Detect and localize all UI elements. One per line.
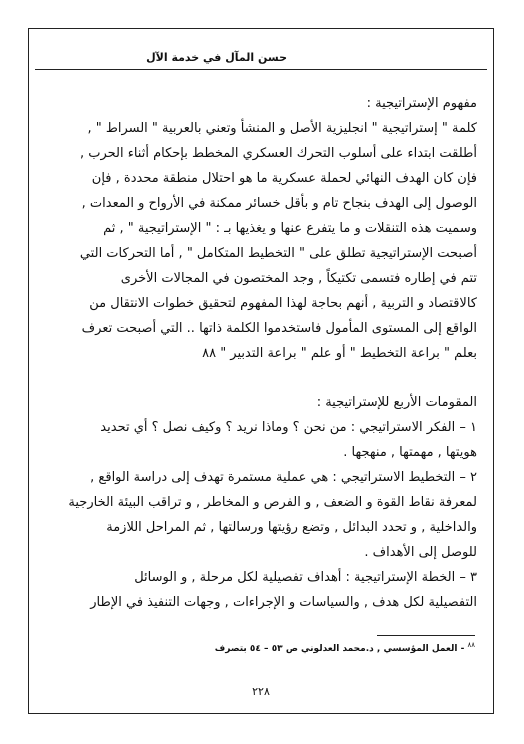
text-line: وسميت هذه التنقلات و ما يتفرع عنها و يغذيها بـ : " الإستراتيجية " , ثم xyxy=(103,221,477,236)
text-line: أطلقت ابتداء على أسلوب التحرك العسكري المخطط بإحكام أثناء الحرب , xyxy=(79,146,477,161)
text-line: والداخلية , و تحدد البدائل , وتضع رؤيتها ورسالتها , ثم المراحل اللازمة xyxy=(106,520,477,535)
body-text xyxy=(45,91,477,615)
footnote xyxy=(215,641,475,654)
text-line: تتم في إطاره فتسمى تكتيكاً , وجد المختصون في المجالات الأخرى xyxy=(120,271,477,286)
text-line: بعلم " براعة التخطيط " أو علم " براعة التدبير " ٨٨ xyxy=(202,346,477,361)
text-line: التفصيلية لكل هدف , والسياسات و الإجراءات , وجهات التنفيذ في الإطار xyxy=(90,595,477,610)
text-line: هويتها , مهمتها , منهجها . xyxy=(343,445,477,460)
text-line: مفهوم الإستراتيجية : xyxy=(366,96,477,111)
text-line: فإن كان الهدف النهائي لحملة عسكرية ما هو احتلال منطقة محددة , فإن xyxy=(91,171,477,186)
text-line: كلمة " إستراتيجية " انجليزية الأصل و المنشأ وتعني بالعربية " السراط " , xyxy=(87,121,477,136)
page-frame xyxy=(28,28,494,714)
footnote-marker: ٨٨ xyxy=(467,641,475,649)
page-number: ٢٢٨ xyxy=(252,685,270,698)
page-header xyxy=(35,35,487,70)
text-line: أصبحت الإستراتيجية تطلق على " التخطيط المتكامل " , أما التحركات التي xyxy=(79,246,477,261)
section-heading: المقومات الأربع للإستراتيجية : xyxy=(316,395,477,410)
text-line: ١ – الفكر الاستراتيجي : من نحن ؟ وماذا نريد ؟ وكيف نصل ؟ أي تحديد xyxy=(100,420,477,435)
footnote-text: - العمل المؤسسي , د.محمد العدلوني ص ٥٣ – ٥٤ بتصرف xyxy=(214,644,468,654)
text-line: الوصول إلى الهدف بنجاح تام و بأقل خسائر ممكنة في الأرواح و المعدات , xyxy=(81,196,477,211)
book-title: حسن المآل في خدمة الآل xyxy=(146,51,287,64)
text-line: ٢ – التخطيط الاستراتيجي : هي عملية مستمرة تهدف إلى دراسة الواقع , xyxy=(90,470,477,485)
paragraph-gap xyxy=(45,366,477,390)
text-line: للوصل إلى الأهداف . xyxy=(364,545,477,560)
footnote-divider xyxy=(377,635,475,636)
text-line: كالاقتصاد و التربية , أنهم بحاجة لهذا المفهوم لتحقيق خطوات الانتقال من xyxy=(89,296,477,311)
text-line: الواقع إلى المستوى المأمول فاستخدموا الكلمة ذاتها .. التي أصبحت تعرف xyxy=(81,321,477,336)
text-line: ٣ – الخطة الإستراتيجية : أهداف تفصيلية لكل مرحلة , و الوسائل xyxy=(134,570,477,585)
text-line: لمعرفة نقاط القوة و الضعف , و الفرص و المخاطر , و تراقب البيئة الخارجية xyxy=(68,495,477,510)
